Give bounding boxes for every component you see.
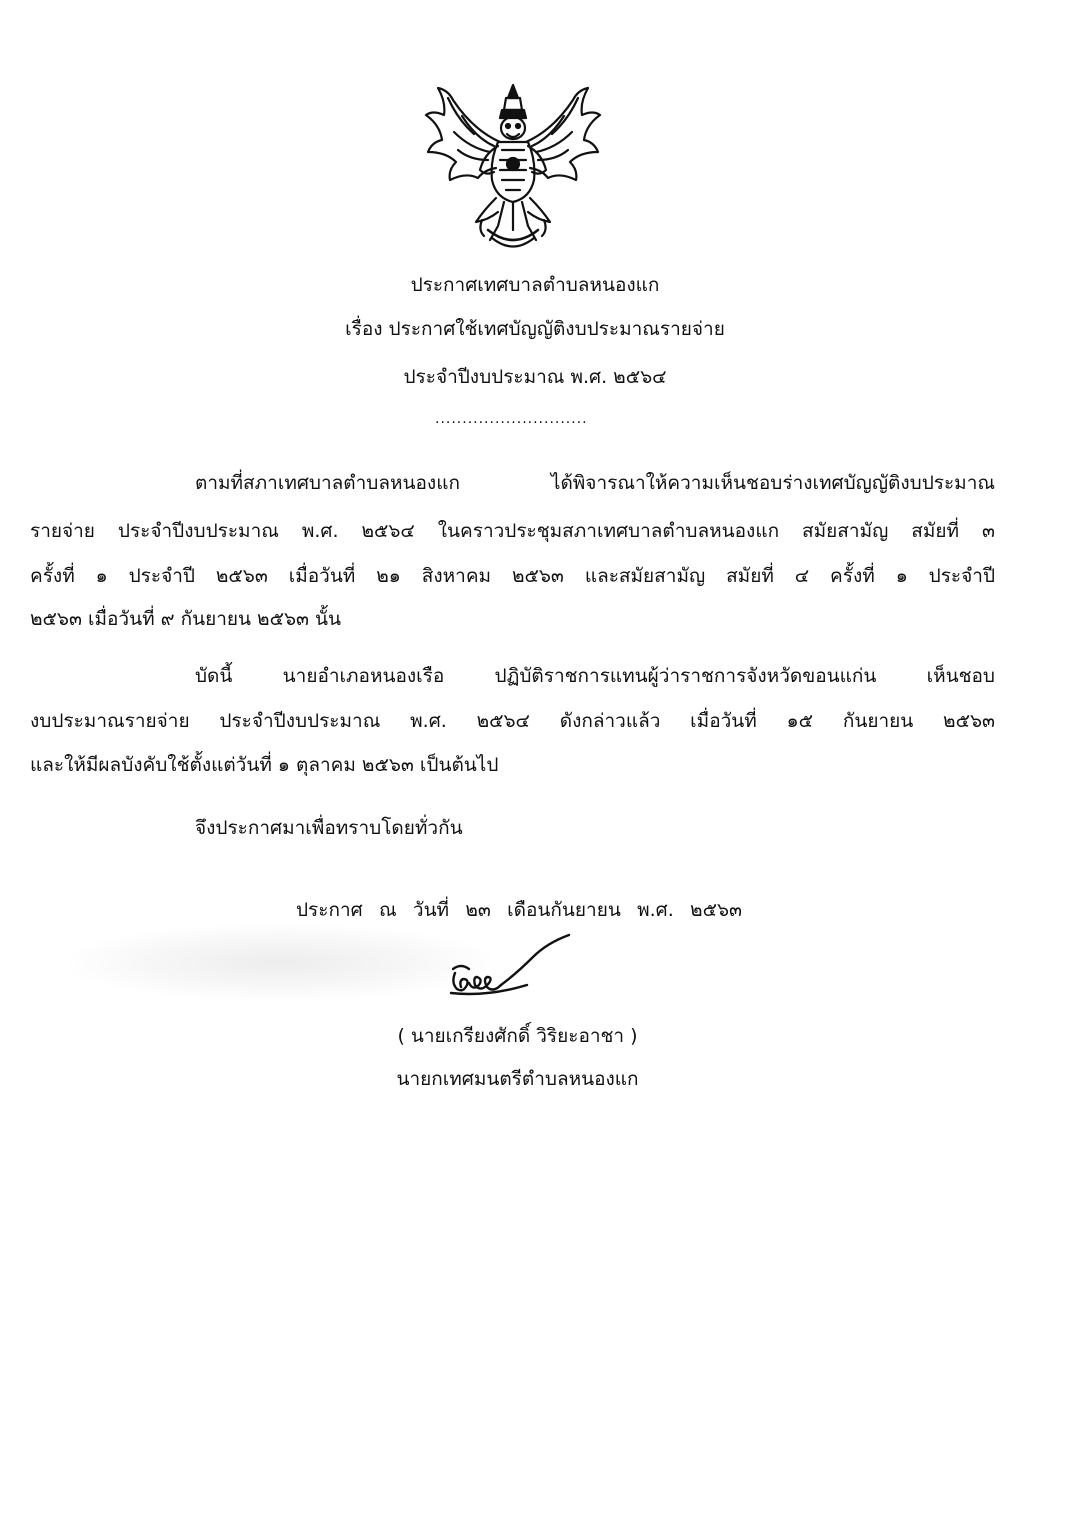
- dotted-separator: ............................: [435, 411, 588, 427]
- paragraph2-line3: และให้มีผลบังคับใช้ตั้งแต่วันที่ ๑ ตุลาคม ๒๕๖๓ เป็นต้นไป: [30, 754, 499, 776]
- announcement-subject: เรื่อง ประกาศใช้เทศบัญญัติงบประมาณรายจ่าย: [345, 318, 725, 340]
- paragraph2-line2: งบประมาณรายจ่าย ประจำปีงบประมาณ พ.ศ. ๒๕๖๔ ดังกล่าวแล้ว เมื่อวันที่ ๑๕ กันยายน ๒๕๖๓: [30, 710, 995, 732]
- paragraph2-line1: บัดนี้ นายอำเภอหนองเรือ ปฏิบัติราชการแทนผู้ว่าราชการจังหวัดขอนแก่น เห็นชอบ: [195, 665, 995, 687]
- announcement-title: ประกาศเทศบาลตำบลหนองแก: [410, 274, 660, 296]
- paragraph1-line4: ๒๕๖๓ เมื่อวันที่ ๙ กันยายน ๒๕๖๓ นั้น: [30, 608, 342, 630]
- closing-statement: จึงประกาศมาเพื่อทราบโดยทั่วกัน: [195, 817, 463, 839]
- paragraph1-line1: ตามที่สภาเทศบาลตำบลหนองแก ได้พิจารณาให้ความเห็นชอบร่างเทศบัญญัติงบประมาณ: [195, 472, 995, 494]
- signer-title: นายกเทศมนตรีตำบลหนองแก: [396, 1068, 639, 1090]
- announcement-date: ประกาศ ณ วันที่ ๒๓ เดือนกันยายน พ.ศ. ๒๕๖๓: [296, 899, 742, 921]
- garuda-emblem-icon: [418, 80, 608, 255]
- paragraph1-line3: ครั้งที่ ๑ ประจำปี ๒๕๖๓ เมื่อวันที่ ๒๑ สิงหาคม ๒๕๖๓ และสมัยสามัญ สมัยที่ ๔ ครั้งที่ ๑ ประจำปี: [30, 565, 995, 587]
- handwritten-signature-icon: [447, 933, 577, 1001]
- scan-smudge: [70, 925, 490, 1000]
- paragraph1-line2: รายจ่าย ประจำปีงบประมาณ พ.ศ. ๒๕๖๔ ในคราวประชุมสภาเทศบาลตำบลหนองแก สมัยสามัญ สมัยที่ ๓: [30, 520, 995, 542]
- signer-name: ( นายเกรียงศักดิ์ วิริยะอาชา ): [397, 1025, 638, 1047]
- announcement-fiscal-year: ประจำปีงบประมาณ พ.ศ. ๒๕๖๔: [403, 366, 667, 388]
